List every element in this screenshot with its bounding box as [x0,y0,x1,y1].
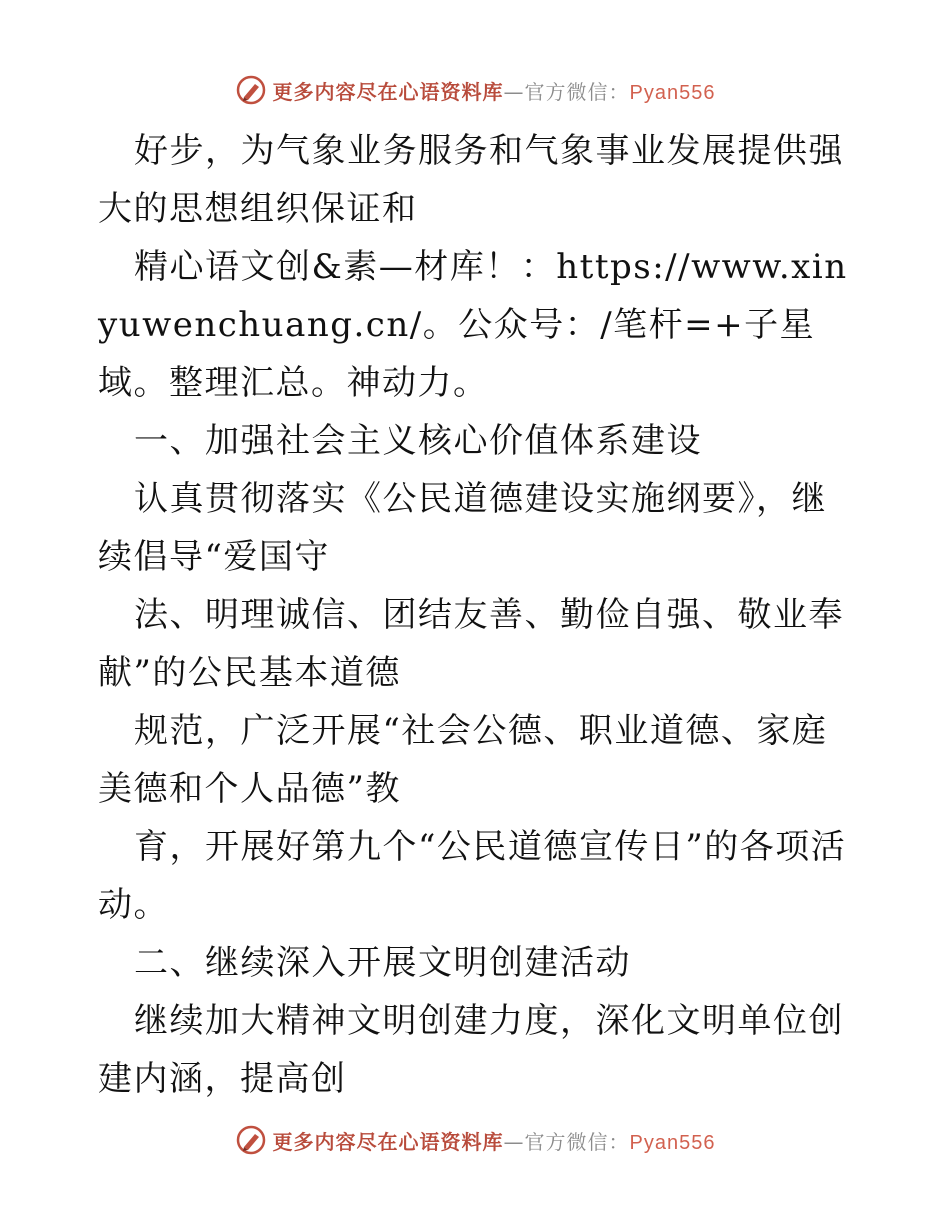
footer-watermark [0,1120,950,1160]
paragraph-2: 精心语文创&素—材库！：https://www.xinyuwenchuang.cn/。公众号：/笔杆=+子星域。整理汇总。神动力。 [98,247,848,403]
watermark-text [273,76,716,105]
paragraph-3: 认真贯彻落实《公民道德建设实施纲要》，继续倡导“爱国守 [98,479,827,577]
pen-logo-icon [235,74,267,106]
section-heading-1: 一、加强社会主义核心价值体系建设 [134,421,702,461]
paragraph-7: 继续加大精神文明创建力度，深化文明单位创建内涵，提高创 [98,1001,844,1099]
watermark-id: Pyan556 [629,81,716,104]
paragraph-1: 好步，为气象业务服务和气象事业发展提供强大的思想组织保证和 [98,131,844,229]
pen-logo-icon [235,1124,267,1156]
paragraph-5: 规范，广泛开展“社会公德、职业道德、家庭美德和个人品德”教 [98,711,828,809]
section-heading-2: 二、继续深入开展文明创建活动 [134,943,631,983]
watermark-label: 官方微信： [524,1129,630,1154]
watermark-label: 官方微信： [524,79,630,104]
watermark-main: 更多内容尽在心语资料库 [272,1129,504,1154]
paragraph-4: 法、明理诚信、团结友善、勤俭自强、敬业奉献”的公民基本道德 [98,595,844,693]
document-body [98,122,858,1108]
watermark-main: 更多内容尽在心语资料库 [272,79,504,104]
watermark-dash: — [503,1129,525,1154]
watermark-id: Pyan556 [629,1131,716,1154]
paragraph-6: 育，开展好第九个“公民道德宣传日”的各项活动。 [98,827,847,925]
watermark-dash: — [503,79,525,104]
watermark-text [273,1126,716,1155]
header-watermark [0,70,950,110]
